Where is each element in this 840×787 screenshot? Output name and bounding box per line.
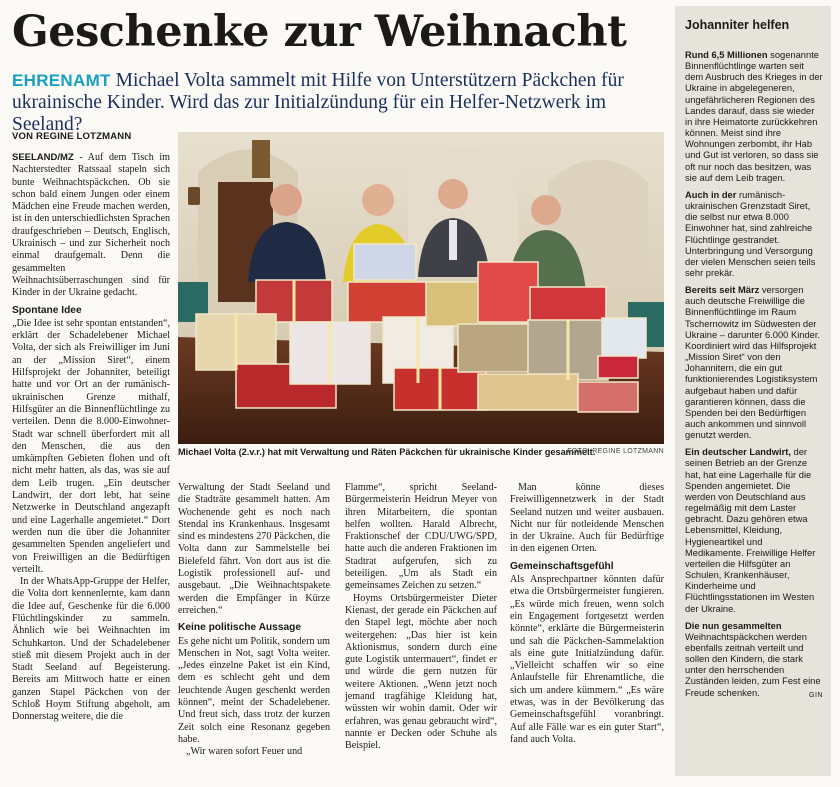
- paragraph: In der WhatsApp-Gruppe der Helfer, die Volta dort kennenlernte, kam dann die Idee auf, Geschenke für die 6.000 Flüchtlingskinder zu sammeln. Ähnlich wie bei Weihnachten im Schuhkarton. Und der Schadelebener stieß mit diesem Projekt auch in der Stadt Seeland auf Begeisterung. Bereits am Mittwoch hatte er einen ganzen Stapel Päckchen von der Schloß Hoym Stiftung abgeholt, am Donnerstag weitere, die die: [12, 576, 170, 723]
- photo-credit: FOTO: REGINE LOTZMANN: [567, 448, 664, 455]
- sidebar-title: Johanniter helfen: [685, 18, 790, 32]
- paragraph: Es gehe nicht um Politik, sondern um Menschen in Not, sagt Volta weiter. „Jedes einzelne Paket ist ein Kind, dem es schlecht geht und dem leuchtende Augen geschenkt werden können“, meint der Schadelebener. Und freut sich, dass trotz der kurzen Zeit solch eine Resonanz gegeben habe.: [178, 635, 330, 745]
- section-heading: Spontane Idee: [12, 304, 82, 316]
- article-column-1: [12, 152, 170, 770]
- info-sidebar: [675, 6, 831, 776]
- paragraph: Als Ansprechpartner könnten dafür etwa die Ortsbürgermeister fungieren. „Es würde mich freuen, wenn solch ein Engagement fortgesetzt werden könnte“, erklärte die Bürgermeisterin und sah die Päckchen-Sammelaktion als eine gute Initialzündung dafür. „Vielleicht schaffen wir so eine Anlaufstelle für Ehrenamtliche, die sich um andere kümmern.“ „Es wäre etwas, was in der Bevölkerung das Gemeinschaftsgefühl voranbringt. Auf alle Fälle war es ein guter Start“, fand auch Volta.: [510, 574, 664, 745]
- article-column-4: [510, 482, 664, 772]
- paragraph: Man könne dieses Freiwilligennetzwerk in der Stadt Seeland nutzen und weiter ausbauen. Nicht nur für notleidende Menschen in der Ukraine. Auch für Bedürftige in den eigenen Orten.: [510, 482, 664, 555]
- article-photo: [178, 132, 664, 444]
- caption-text: Michael Volta (2.v.r.) hat mit Verwaltung und Räten Päckchen für ukrainische Kinder gesammelt.: [178, 447, 596, 457]
- section-heading: Keine politische Aussage: [178, 622, 302, 634]
- paragraph: Hoyms Ortsbürgermeister Dieter Kienast, der gerade ein Päckchen auf den Stapel legt, möchte aber noch weitergehen: „Das hier ist kein Aktionismus, sondern durch eine gute Logistik untermauert“, findet er und würde die gern nutzen für weitere Aktionen. „Wenn jetzt noch jemand tragfähige Kleidung hat, wüssten wir wohin damit. Oder wir erfahren, was genau gebraucht wird“, nannte er Decken oder Schuhe als Beispiel.: [345, 592, 497, 752]
- paragraph: „Die Idee ist sehr spontan entstanden“, erklärt der Schadelebener Michael Volta, der sich als Freiwilliger im Juni an der „Mission Siret“, einem Hilfsprojekt der Johanniter, beteiligt hatte und vor Ort an der rumänisch-ukrainischen Grenze mithalf, Hilfsgüter an die Binnenflüchtlinge zu verteilen. Denn die 8.000-Einwohner-Stadt war schnell überfordert mit all den Menschen, die aus den umkämpften Gebieten flohen und oft nicht mehr hatten, als das, was sie auf dem Leib trugen. „Ein deutscher Landwirt, der dort lebt, hat seine Netzwerke in Deutschland angezapft und eine Lagerhalle angemietet.“ Dort werden nun die über die Johanniter gesammelten Spenden angeliefert und von Freiwilligen an die Bedürftigen verteilt.: [12, 317, 170, 575]
- sidebar-paragraph: Die nun gesammelten Weihnachtspäckchen werden ebenfalls zeitnah verteilt und sollen den Kindern, die stark unter den herrschenden Zuständen leiden, zum Fest eine Freude schenken. GIN: [685, 621, 823, 699]
- photo-illustration: [178, 132, 664, 444]
- subheadline: [12, 70, 664, 136]
- sidebar-paragraph: Auch in der rumänisch-ukrainischen Grenzstadt Siret, die selbst nur etwa 8.000 Einwohner hat, sind zahlreiche Flüchtlinge gestrandet. Unterbringung und Versorgung der vielen Menschen seien teils sehr prekär.: [685, 189, 816, 278]
- paragraph: [12, 152, 170, 300]
- byline: VON REGINE LOTZMANN: [12, 131, 132, 142]
- headline: Geschenke zur Weihnacht: [12, 7, 627, 57]
- paragraph-text: - Auf dem Tisch im Nachterstedter Ratssaal stapeln sich bunte Weihnachtspäckchen. Ob sie schon bald einem Jungen oder einem Mädchen eine Freude machen werden, ist in den unterschiedlichsten Sprachen draufgeschrieben – Deutsch, Englisch, Ukrainisch – und zur Sicherheit noch einmal draufgemalt. Denn die gesammelten Weihnachtsüberraschungen sind für Kinder in der Ukraine gedacht.: [12, 152, 170, 299]
- article-column-3: [345, 482, 497, 772]
- author-initials: GIN: [809, 691, 823, 699]
- sidebar-paragraph: Ein deutscher Landwirt, der seinen Betrieb an der Grenze hat, hat eine Lagerhalle für die Spenden angemietet. Die werden von Deutschland aus regelmäßig mit dem Laster gebracht. Dazu gehören etwa Lebensmittel, Kleidung, Hygieneartikel und Medikamente. Freiwillige Helfer verteilen die Hilfsgüter an Schulen, Krankenhäuser, Kinderheime und Flüchtlingsstationen im Westen der Ukraine.: [685, 447, 816, 614]
- kicker: EHRENAMT: [12, 71, 111, 90]
- sidebar-text: [685, 50, 823, 705]
- paragraph: Flamme“, spricht Seeland-Bürgermeisterin Heidrun Meyer von ihren Mitarbeitern, die spontan helfen wollten. Harald Albrecht, Fraktionschef der CDU/UWG/SPD, hatte auch die anderen Fraktionen im Stadtrat aufgerufen, sich zu beteiligen. „Um als Stadt ein gemeinsames Zeichen zu setzen.“: [345, 482, 497, 592]
- photo-caption: [178, 447, 664, 461]
- subheadline-text: Michael Volta sammelt mit Hilfe von Unterstützern Päckchen für ukrainische Kinder. Wird das zur Initialzündung für ein Helfer-Netzwerk im Seeland?: [12, 70, 624, 135]
- article-column-2: [178, 482, 330, 772]
- paragraph: Verwaltung der Stadt Seeland und die Stadträte gesammelt hatten. Am Wochenende geht es noch nach Stendal ins Krankenhaus. Insgesamt sind es mindestens 270 Päckchen, die Volta dann zur Sammelstelle bei Bielefeld fährt. Von dort aus ist die Logistik professionell auf- und ausgebaut. „Die Weihnachtspakete werden die Empfänger in Kürze erreichen.“: [178, 482, 330, 616]
- paragraph: „Wir waren sofort Feuer und: [186, 746, 303, 758]
- sidebar-paragraph: Rund 6,5 Millionen sogenannte Binnenflüchtlinge warten seit dem Ausbruch des Krieges in der Ukraine in abgelegeneren, ungefährlicheren Regionen des Landes darauf, dass sie wieder in ihre Heimatorte zurückkehren können. Meist sind ihre Wohnungen zerbombt, ihr Hab und Gut ist verloren, so dass sie oft nur noch das besitzen, was sie auf dem Leib tragen.: [685, 50, 823, 183]
- sidebar-paragraph: Bereits seit März versorgen auch deutsche Freiwillige die Binnenflüchtlinge im Raum Tschernowitz im Südwesten der Ukraine – darunter 6.000 Kinder. Koordiniert wird das Hilfsprojekt „Mission Siret“ von den Johannitern, die ein gut funktionierendes Logistiksystem aufgebaut haben und dafür garantieren können, dass die Spenden bei den Bedürftigen auch ankommen und sinnvoll genutzt werden.: [685, 285, 821, 441]
- section-heading: Gemeinschaftsgefühl: [510, 560, 614, 572]
- dateline: SEELAND/MZ: [12, 152, 74, 163]
